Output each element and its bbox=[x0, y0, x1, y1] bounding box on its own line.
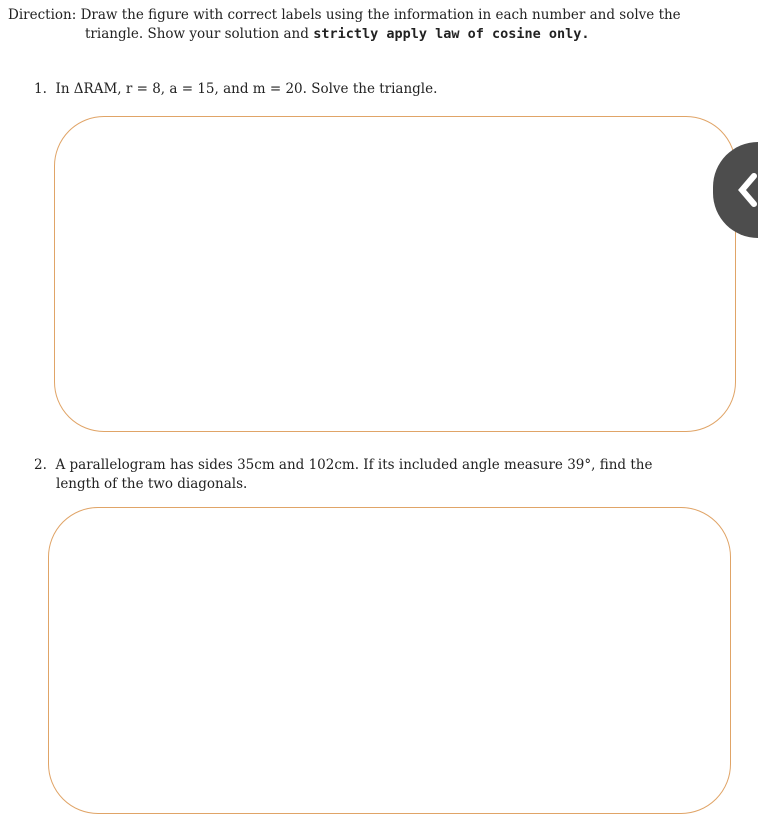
question-text: A parallelogram has sides 35cm and 102cm. If its included angle measure 39°, find the bbox=[55, 457, 653, 473]
direction-label: Direction: bbox=[8, 7, 77, 23]
question-number: 1. bbox=[34, 81, 47, 97]
answer-box-1[interactable] bbox=[54, 116, 736, 432]
direction-line2: triangle. Show your solution and bbox=[85, 26, 314, 42]
question-text: In ΔRAM, r = 8, a = 15, and m = 20. Solve the triangle. bbox=[55, 81, 438, 97]
question-text-cont: length of the two diagonals. bbox=[56, 476, 248, 492]
question-1 bbox=[34, 80, 437, 99]
chevron-left-icon bbox=[737, 172, 757, 208]
answer-box-2[interactable] bbox=[48, 507, 731, 814]
direction-line1: Draw the figure with correct labels using the information in each number and solve the bbox=[80, 7, 681, 23]
direction-text bbox=[8, 6, 748, 44]
direction-emphasis: strictly apply law of cosine only. bbox=[313, 26, 590, 42]
question-number: 2. bbox=[34, 457, 47, 473]
question-2 bbox=[34, 456, 734, 494]
